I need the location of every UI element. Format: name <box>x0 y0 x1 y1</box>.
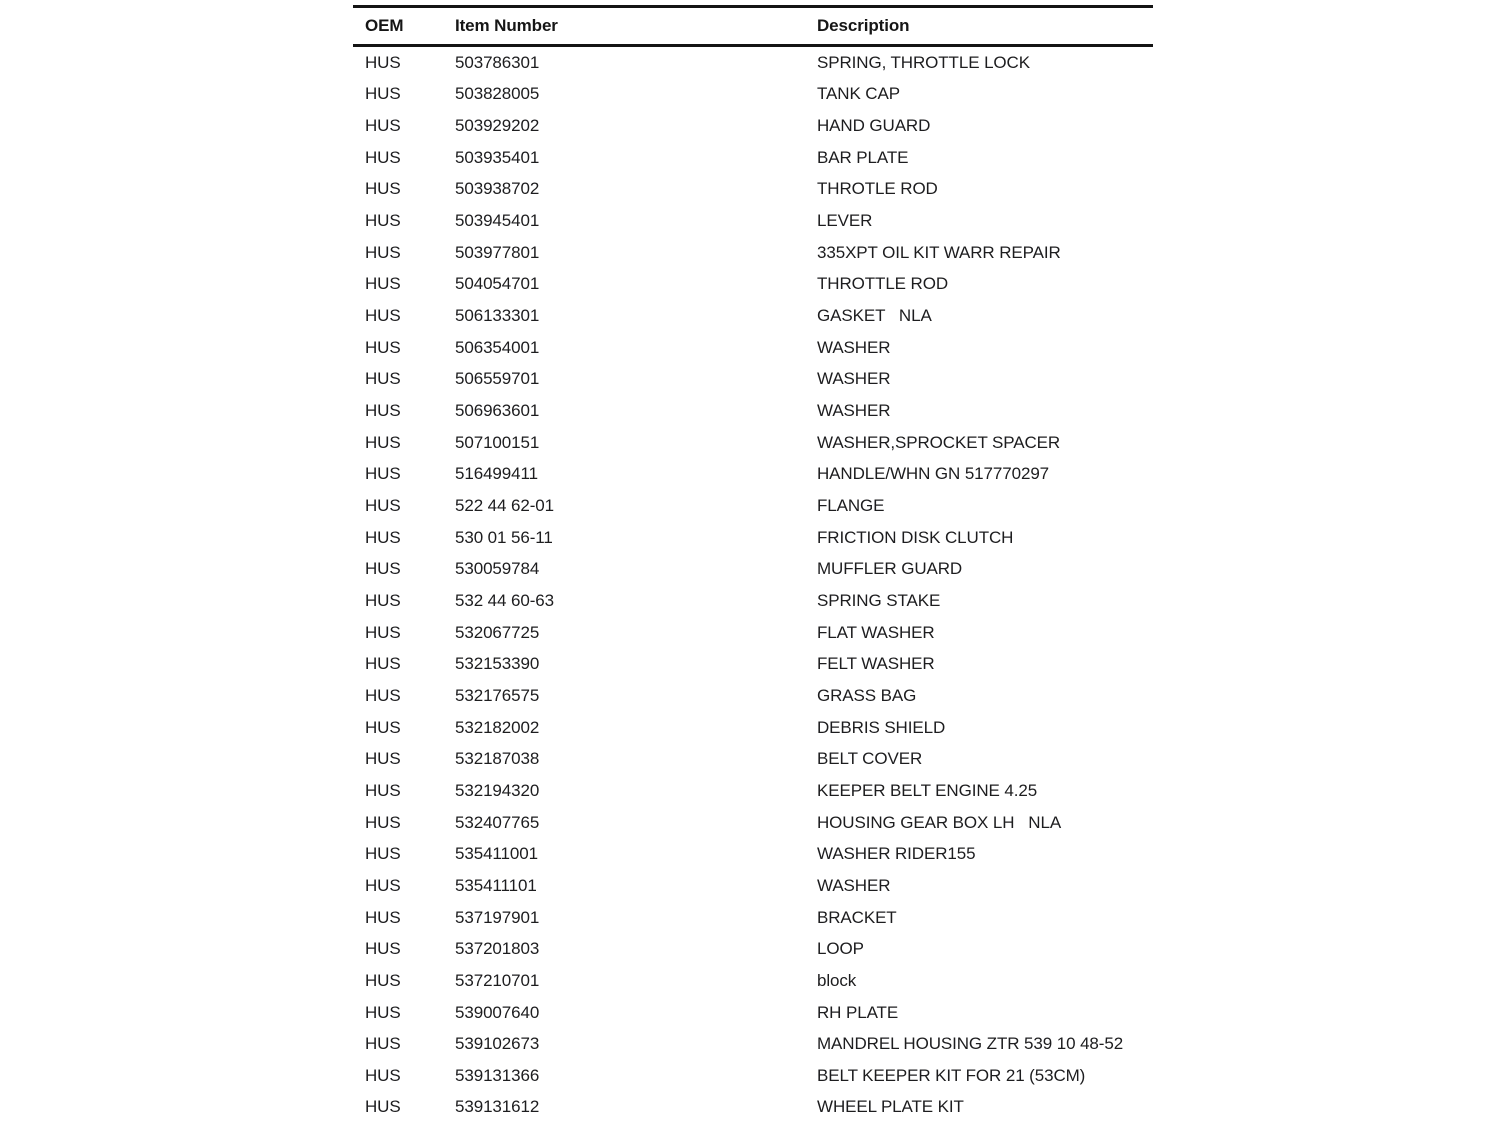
cell-oem: HUS <box>365 685 401 705</box>
cell-item-number: 532187038 <box>455 749 540 769</box>
table-row <box>353 807 1153 839</box>
cell-description: MANDREL HOUSING ZTR 539 10 48-52 <box>817 1034 1124 1054</box>
cell-item-number: 516499411 <box>455 464 538 484</box>
cell-oem: HUS <box>365 749 401 769</box>
cell-oem: HUS <box>365 970 401 990</box>
cell-oem: HUS <box>365 875 401 895</box>
cell-item-number: 539007640 <box>455 1002 540 1022</box>
table-row <box>353 490 1153 522</box>
cell-description: BAR PLATE <box>817 147 909 167</box>
cell-item-number: 506133301 <box>455 306 540 326</box>
cell-description: THROTTLE ROD <box>817 274 949 294</box>
cell-oem: HUS <box>365 179 401 199</box>
cell-item-number: 532407765 <box>455 812 540 832</box>
cell-description: WASHER,SPROCKET SPACER <box>817 432 1061 452</box>
table-row <box>353 269 1153 301</box>
table-row <box>353 237 1153 269</box>
cell-oem: HUS <box>365 242 401 262</box>
cell-item-number: 532194320 <box>455 780 540 800</box>
cell-item-number: 539102673 <box>455 1034 540 1054</box>
cell-item-number: 535411101 <box>455 875 537 895</box>
cell-item-number: 506559701 <box>455 369 540 389</box>
cell-description: LOOP <box>817 939 864 959</box>
cell-oem: HUS <box>365 84 401 104</box>
cell-oem: HUS <box>365 337 401 357</box>
cell-item-number: 507100151 <box>455 432 540 452</box>
cell-item-number: 530 01 56-11 <box>455 527 553 547</box>
cell-description: BRACKET <box>817 907 897 927</box>
cell-item-number: 532153390 <box>455 654 540 674</box>
cell-description: GASKET NLA <box>817 306 932 326</box>
cell-description: KEEPER BELT ENGINE 4.25 <box>817 780 1038 800</box>
cell-description: FLAT WASHER <box>817 622 935 642</box>
table-row <box>353 1028 1153 1060</box>
cell-description: THROTLE ROD <box>817 179 938 199</box>
table-row <box>353 110 1153 142</box>
cell-item-number: 506963601 <box>455 401 540 421</box>
table-row <box>353 142 1153 174</box>
cell-item-number: 530059784 <box>455 559 540 579</box>
cell-description: BELT KEEPER KIT FOR 21 (53CM) <box>817 1065 1086 1085</box>
cell-oem: HUS <box>365 116 401 136</box>
cell-oem: HUS <box>365 1065 401 1085</box>
table-row <box>353 300 1153 332</box>
cell-description: GRASS BAG <box>817 685 917 705</box>
table-row <box>353 997 1153 1029</box>
cell-description: HOUSING GEAR BOX LH NLA <box>817 812 1062 832</box>
cell-description: HAND GUARD <box>817 116 931 136</box>
cell-item-number: 537210701 <box>455 970 540 990</box>
cell-description: FRICTION DISK CLUTCH <box>817 527 1014 547</box>
column-header-item-number: Item Number <box>455 16 558 35</box>
cell-description: WASHER <box>817 337 891 357</box>
table-row <box>353 838 1153 870</box>
cell-oem: HUS <box>365 52 401 72</box>
cell-oem: HUS <box>365 211 401 231</box>
table-row <box>353 870 1153 902</box>
cell-description: FELT WASHER <box>817 654 935 674</box>
table-row <box>353 617 1153 649</box>
cell-oem: HUS <box>365 939 401 959</box>
cell-description: DEBRIS SHIELD <box>817 717 946 737</box>
cell-description: TANK CAP <box>817 84 900 104</box>
table-row <box>353 47 1153 79</box>
cell-item-number: 522 44 62-01 <box>455 496 554 516</box>
table-row <box>353 680 1153 712</box>
table-body <box>353 47 1153 1123</box>
cell-oem: HUS <box>365 432 401 452</box>
cell-oem: HUS <box>365 622 401 642</box>
table-row <box>353 174 1153 206</box>
table-row <box>353 395 1153 427</box>
column-header-description: Description <box>817 16 910 35</box>
table-row <box>353 585 1153 617</box>
cell-item-number: 532182002 <box>455 717 540 737</box>
cell-item-number: 532 44 60-63 <box>455 590 554 610</box>
cell-item-number: 503935401 <box>455 147 540 167</box>
parts-table <box>353 5 1153 1123</box>
cell-oem: HUS <box>365 907 401 927</box>
cell-item-number: 503828005 <box>455 84 540 104</box>
cell-description: SPRING, THROTTLE LOCK <box>817 52 1030 72</box>
cell-description: LEVER <box>817 211 873 231</box>
cell-description: WASHER RIDER155 <box>817 844 976 864</box>
table-row <box>353 648 1153 680</box>
table-row <box>353 712 1153 744</box>
cell-oem: HUS <box>365 147 401 167</box>
cell-item-number: 503938702 <box>455 179 540 199</box>
cell-oem: HUS <box>365 496 401 516</box>
cell-description: 335XPT OIL KIT WARR REPAIR <box>817 242 1061 262</box>
table-row <box>353 205 1153 237</box>
cell-oem: HUS <box>365 464 401 484</box>
cell-item-number: 532067725 <box>455 622 540 642</box>
cell-item-number: 506354001 <box>455 337 540 357</box>
cell-oem: HUS <box>365 1002 401 1022</box>
cell-description: WHEEL PLATE KIT <box>817 1097 964 1117</box>
cell-oem: HUS <box>365 527 401 547</box>
table-row <box>353 902 1153 934</box>
table-row <box>353 743 1153 775</box>
cell-description: FLANGE <box>817 496 885 516</box>
cell-oem: HUS <box>365 559 401 579</box>
table-row <box>353 79 1153 111</box>
cell-item-number: 539131612 <box>455 1097 540 1117</box>
cell-oem: HUS <box>365 780 401 800</box>
cell-item-number: 503929202 <box>455 116 540 136</box>
cell-description: WASHER <box>817 369 891 389</box>
table-row <box>353 1060 1153 1092</box>
cell-oem: HUS <box>365 1034 401 1054</box>
cell-description: BELT COVER <box>817 749 923 769</box>
cell-oem: HUS <box>365 590 401 610</box>
cell-description: HANDLE/WHN GN 517770297 <box>817 464 1050 484</box>
cell-oem: HUS <box>365 369 401 389</box>
table-row <box>353 933 1153 965</box>
cell-oem: HUS <box>365 274 401 294</box>
cell-item-number: 532176575 <box>455 685 540 705</box>
cell-description: MUFFLER GUARD <box>817 559 963 579</box>
cell-item-number: 503786301 <box>455 52 540 72</box>
cell-description: RH PLATE <box>817 1002 899 1022</box>
table-row <box>353 965 1153 997</box>
table-header-row <box>353 5 1153 47</box>
cell-description: WASHER <box>817 875 891 895</box>
table-row <box>353 1092 1153 1124</box>
cell-item-number: 535411001 <box>455 844 538 864</box>
cell-item-number: 503977801 <box>455 242 540 262</box>
cell-description: SPRING STAKE <box>817 590 941 610</box>
table-row <box>353 364 1153 396</box>
cell-oem: HUS <box>365 812 401 832</box>
cell-item-number: 504054701 <box>455 274 540 294</box>
column-header-oem: OEM <box>365 16 404 35</box>
cell-oem: HUS <box>365 844 401 864</box>
cell-description: WASHER <box>817 401 891 421</box>
cell-item-number: 537197901 <box>455 907 540 927</box>
cell-oem: HUS <box>365 717 401 737</box>
cell-oem: HUS <box>365 306 401 326</box>
cell-description: block <box>817 970 857 990</box>
cell-item-number: 503945401 <box>455 211 540 231</box>
table-row <box>353 427 1153 459</box>
table-row <box>353 522 1153 554</box>
cell-item-number: 537201803 <box>455 939 540 959</box>
table-row <box>353 459 1153 491</box>
cell-oem: HUS <box>365 401 401 421</box>
cell-oem: HUS <box>365 1097 401 1117</box>
table-row <box>353 332 1153 364</box>
table-row <box>353 554 1153 586</box>
cell-item-number: 539131366 <box>455 1065 540 1085</box>
table-row <box>353 775 1153 807</box>
cell-oem: HUS <box>365 654 401 674</box>
